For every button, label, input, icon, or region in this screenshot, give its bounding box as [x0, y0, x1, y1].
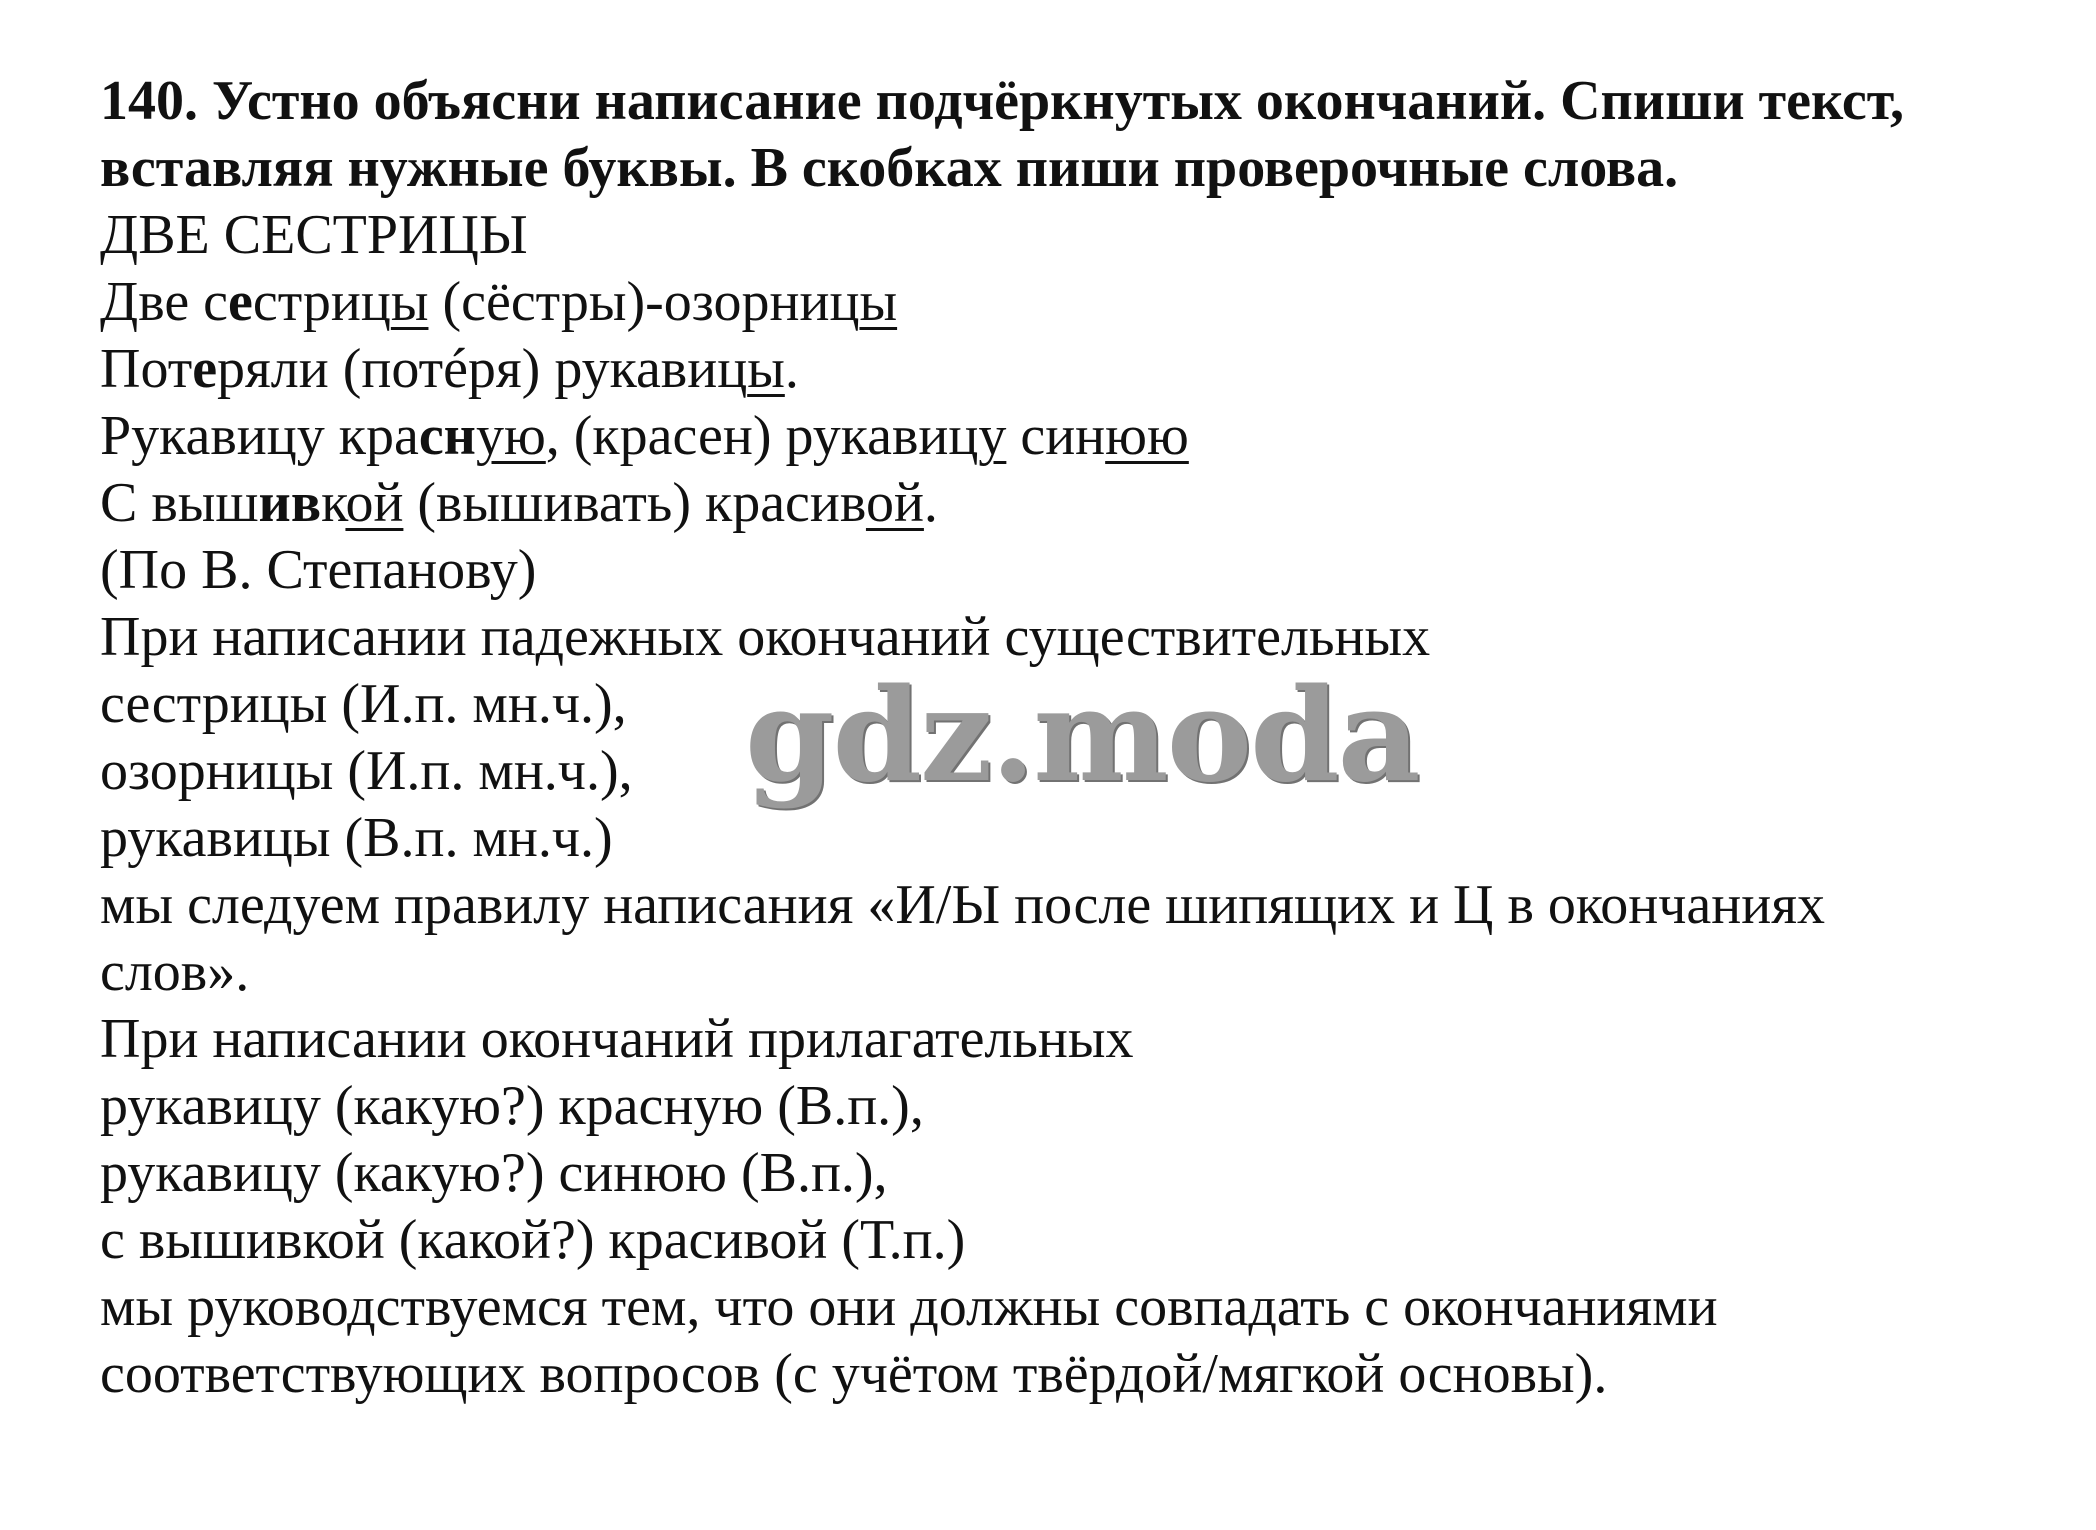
- watermark-logo: gdz.moda: [745, 661, 1419, 811]
- explanation-line: рукавицу (какую?) красную (В.п.),: [100, 1075, 924, 1137]
- poem-line-2: Потеряли (потéря) рукавицы.: [100, 338, 799, 400]
- explanation-line: слов».: [100, 941, 250, 1003]
- explanation-line: рукавицу (какую?) синюю (В.п.),: [100, 1142, 888, 1204]
- poem-title: ДВЕ СЕСТРИЦЫ: [100, 204, 528, 266]
- explanation-line: мы следуем правилу написания «И/Ы после шипящих и Ц в окончаниях: [100, 874, 1825, 936]
- poem-line-4: С вышивкой (вышивать) красивой.: [100, 472, 938, 534]
- poem-author: (По В. Степанову): [100, 539, 537, 601]
- explanation-line: рукавицы (В.п. мн.ч.): [100, 807, 613, 869]
- explanation-line: соответствующих вопросов (с учётом твёрдой/мягкой основы).: [100, 1343, 1608, 1405]
- explanation-line: мы руководствуемся тем, что они должны совпадать с окончаниями: [100, 1276, 1718, 1338]
- explanation-line: При написании падежных окончаний существительных: [100, 606, 1431, 668]
- explanation-line: При написании окончаний прилагательных: [100, 1008, 1134, 1070]
- explanation-line: озорницы (И.п. мн.ч.),: [100, 740, 633, 802]
- explanation-line: сестрицы (И.п. мн.ч.),: [100, 673, 627, 735]
- explanation-line: с вышивкой (какой?) красивой (Т.п.): [100, 1209, 966, 1271]
- task-heading-line-1: 140. Устно объясни написание подчёркнутых окончаний. Спиши текст,: [100, 70, 1905, 132]
- poem-line-3: Рукавицу красную, (красен) рукавицу синюю: [100, 405, 1189, 467]
- task-heading-line-2: вставляя нужные буквы. В скобках пиши проверочные слова.: [100, 137, 1679, 199]
- poem-line-1: Две сестрицы (сёстры)-озорницы: [100, 271, 898, 333]
